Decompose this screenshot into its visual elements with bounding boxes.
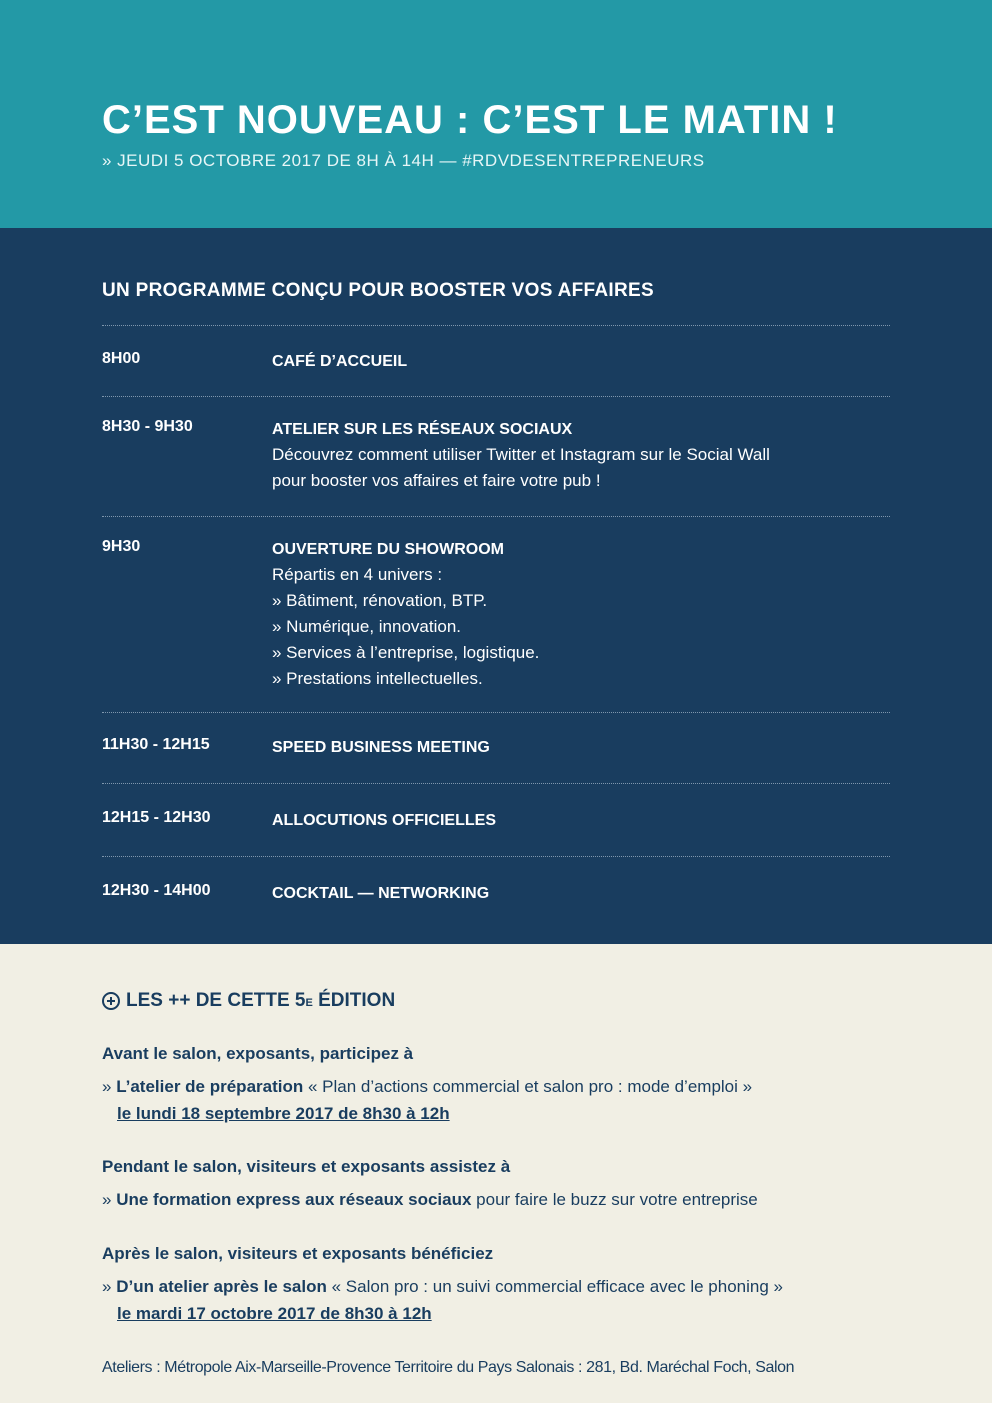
bullet-marker: » bbox=[102, 1077, 117, 1096]
schedule-activity bbox=[272, 809, 892, 833]
after-workshop-desc: « Salon pro : un suivi commercial efficace avec le phoning » bbox=[326, 1277, 783, 1296]
before-line bbox=[102, 1077, 752, 1097]
before-workshop-desc: « Plan d’actions commercial et salon pro : mode d’emploi » bbox=[303, 1077, 753, 1096]
during-training-name: Une formation express aux réseaux sociaux bbox=[116, 1190, 472, 1209]
bonus-title-prefix: LES ++ DE CETTE 5 bbox=[126, 990, 306, 1011]
after-workshop-name: D’un atelier après le salon bbox=[116, 1277, 327, 1296]
schedule-activity bbox=[272, 418, 892, 494]
schedule-activity bbox=[272, 882, 892, 906]
schedule-time: 8H00 bbox=[102, 350, 141, 367]
divider bbox=[102, 325, 890, 326]
schedule-time: 12H15 - 12H30 bbox=[102, 809, 211, 826]
bonus-title-suffix: ÉDITION bbox=[312, 990, 396, 1011]
activity-title: ALLOCUTIONS OFFICIELLES bbox=[272, 812, 496, 829]
activity-title: CAFÉ D’ACCUEIL bbox=[272, 353, 408, 370]
bullet-marker: » bbox=[102, 1190, 117, 1209]
divider bbox=[102, 856, 890, 857]
after-date-link[interactable]: le mardi 17 octobre 2017 de 8h30 à 12h bbox=[117, 1304, 432, 1323]
activity-description: pour booster vos affaires et faire votre pub ! bbox=[272, 471, 601, 490]
activity-title: SPEED BUSINESS MEETING bbox=[272, 739, 490, 756]
schedule-activity bbox=[272, 736, 892, 760]
after-heading: Après le salon, visiteurs et exposants bénéficiez bbox=[102, 1244, 494, 1263]
activity-title: OUVERTURE DU SHOWROOM bbox=[272, 541, 504, 558]
activity-description: Découvrez comment utiliser Twitter et Instagram sur le Social Wall bbox=[272, 445, 770, 464]
activity-bullet: » Bâtiment, rénovation, BTP. bbox=[272, 591, 488, 610]
after-line bbox=[102, 1277, 783, 1297]
divider bbox=[102, 712, 890, 713]
schedule-time: 8H30 - 9H30 bbox=[102, 418, 193, 435]
schedule-time: 11H30 - 12H15 bbox=[102, 736, 210, 753]
divider bbox=[102, 396, 890, 397]
schedule-activity bbox=[272, 350, 892, 374]
before-date-link[interactable]: le lundi 18 septembre 2017 de 8h30 à 12h bbox=[117, 1104, 450, 1123]
programme-title: UN PROGRAMME CONÇU POUR BOOSTER VOS AFFAIRES bbox=[102, 280, 654, 301]
during-line bbox=[102, 1190, 758, 1210]
divider bbox=[102, 783, 890, 784]
activity-title: COCKTAIL — NETWORKING bbox=[272, 885, 490, 902]
bullet-marker: » bbox=[102, 1277, 117, 1296]
during-heading: Pendant le salon, visiteurs et exposants assistez à bbox=[102, 1157, 511, 1176]
event-date-subtitle: » JEUDI 5 OCTOBRE 2017 DE 8H À 14H — #RDVDESENTREPRENEURS bbox=[102, 151, 705, 170]
venue-address: Ateliers : Métropole Aix-Marseille-Provence Territoire du Pays Salonais : 281, Bd. Maréchal Foch, Salon bbox=[102, 1359, 795, 1376]
divider bbox=[102, 516, 890, 517]
activity-bullet: » Services à l’entreprise, logistique. bbox=[272, 643, 540, 662]
bonus-title-superscript: E bbox=[305, 997, 313, 1009]
before-workshop-name: L’atelier de préparation bbox=[116, 1077, 304, 1096]
activity-title: ATELIER SUR LES RÉSEAUX SOCIAUX bbox=[272, 421, 573, 438]
schedule-time: 12H30 - 14H00 bbox=[102, 882, 211, 899]
activity-bullet: » Numérique, innovation. bbox=[272, 617, 462, 636]
page-title: C’EST NOUVEAU : C’EST LE MATIN ! bbox=[102, 98, 838, 142]
schedule-time: 9H30 bbox=[102, 538, 141, 555]
header-band bbox=[0, 0, 992, 228]
activity-bullet: » Prestations intellectuelles. bbox=[272, 669, 483, 688]
bonus-title bbox=[102, 990, 395, 1012]
during-training-desc: pour faire le buzz sur votre entreprise bbox=[471, 1190, 758, 1209]
bonus-section bbox=[0, 944, 992, 1403]
before-heading: Avant le salon, exposants, participez à bbox=[102, 1044, 414, 1063]
schedule-activity bbox=[272, 538, 892, 692]
activity-description: Répartis en 4 univers : bbox=[272, 565, 443, 584]
circle-plus-icon bbox=[102, 992, 120, 1010]
programme-section bbox=[0, 228, 992, 944]
